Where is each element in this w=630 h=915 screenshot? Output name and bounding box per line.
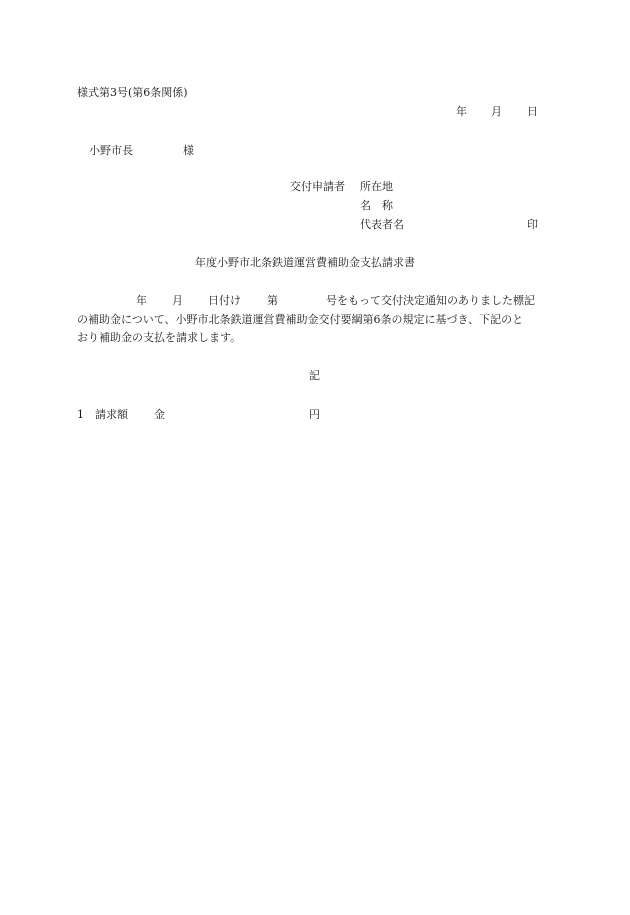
seal-mark: 印 [527, 218, 538, 231]
body-line2: の補助金について、小野市北条鉄道運営費補助金交付要綱第6条の規定に基づき、下記のと [77, 313, 524, 326]
form-number: 様式第3号(第6条関係) [77, 86, 188, 99]
date-year-label: 年 [456, 105, 467, 118]
addressee-name: 小野市長 [89, 144, 133, 157]
applicant-address-label: 所在地 [360, 180, 393, 193]
applicant-representative-label: 代表者名 [360, 218, 404, 231]
date-day-label: 日 [527, 105, 538, 118]
date-month-label: 月 [491, 105, 502, 118]
addressee-honorific: 様 [183, 144, 194, 157]
applicant-name-label: 名 称 [360, 199, 393, 212]
item1-unit: 円 [309, 408, 320, 421]
document-title: 年度小野市北条鉄道運営費補助金支払請求書 [195, 256, 415, 269]
body-date-suffix: 日付け [208, 294, 241, 307]
body-number-prefix: 第 [267, 294, 278, 307]
body-year: 年 [136, 294, 147, 307]
item1-label: 請求額 [95, 408, 128, 421]
item1-amount-prefix: 金 [154, 408, 165, 421]
applicant-label: 交付申請者 [290, 180, 345, 193]
body-line1-rest: 号をもって交付決定通知のありました標記 [326, 294, 535, 307]
item1-number: 1 [77, 408, 84, 421]
ki-heading: 記 [309, 369, 320, 382]
body-line3: おり補助金の支払を請求します。 [77, 331, 242, 344]
body-month: 月 [172, 294, 183, 307]
